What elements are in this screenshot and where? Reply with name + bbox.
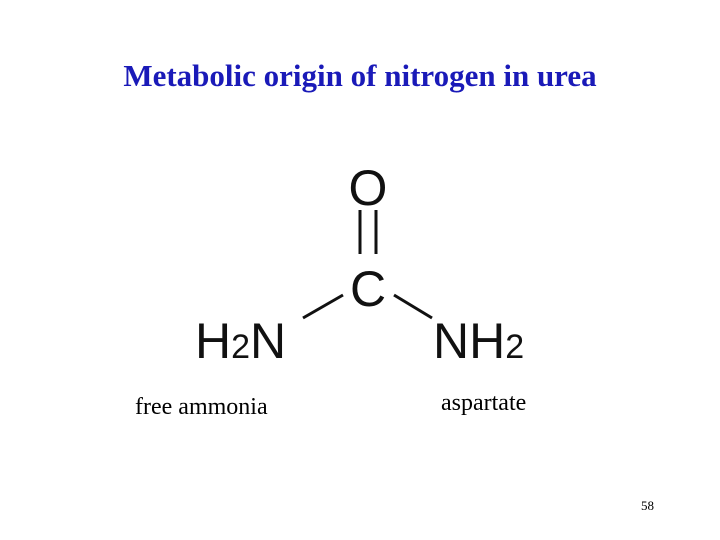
slide-title: Metabolic origin of nitrogen in urea (123, 58, 597, 93)
atom-oxygen: O (348, 160, 388, 216)
right-group-nh: NH (433, 313, 506, 369)
single-bond-left (303, 295, 343, 318)
left-group-h: H (195, 313, 232, 369)
right-group-subscript: 2 (505, 328, 525, 366)
label-free-ammonia: free ammonia (135, 394, 268, 420)
label-aspartate: aspartate (441, 390, 527, 416)
left-group-subscript: 2 (231, 328, 251, 366)
page-number: 58 (641, 498, 654, 513)
left-group-n: N (250, 313, 287, 369)
amine-group-right (433, 313, 524, 369)
single-bond-right (394, 295, 432, 318)
amine-group-left (195, 313, 286, 369)
atom-carbon: C (349, 261, 387, 317)
